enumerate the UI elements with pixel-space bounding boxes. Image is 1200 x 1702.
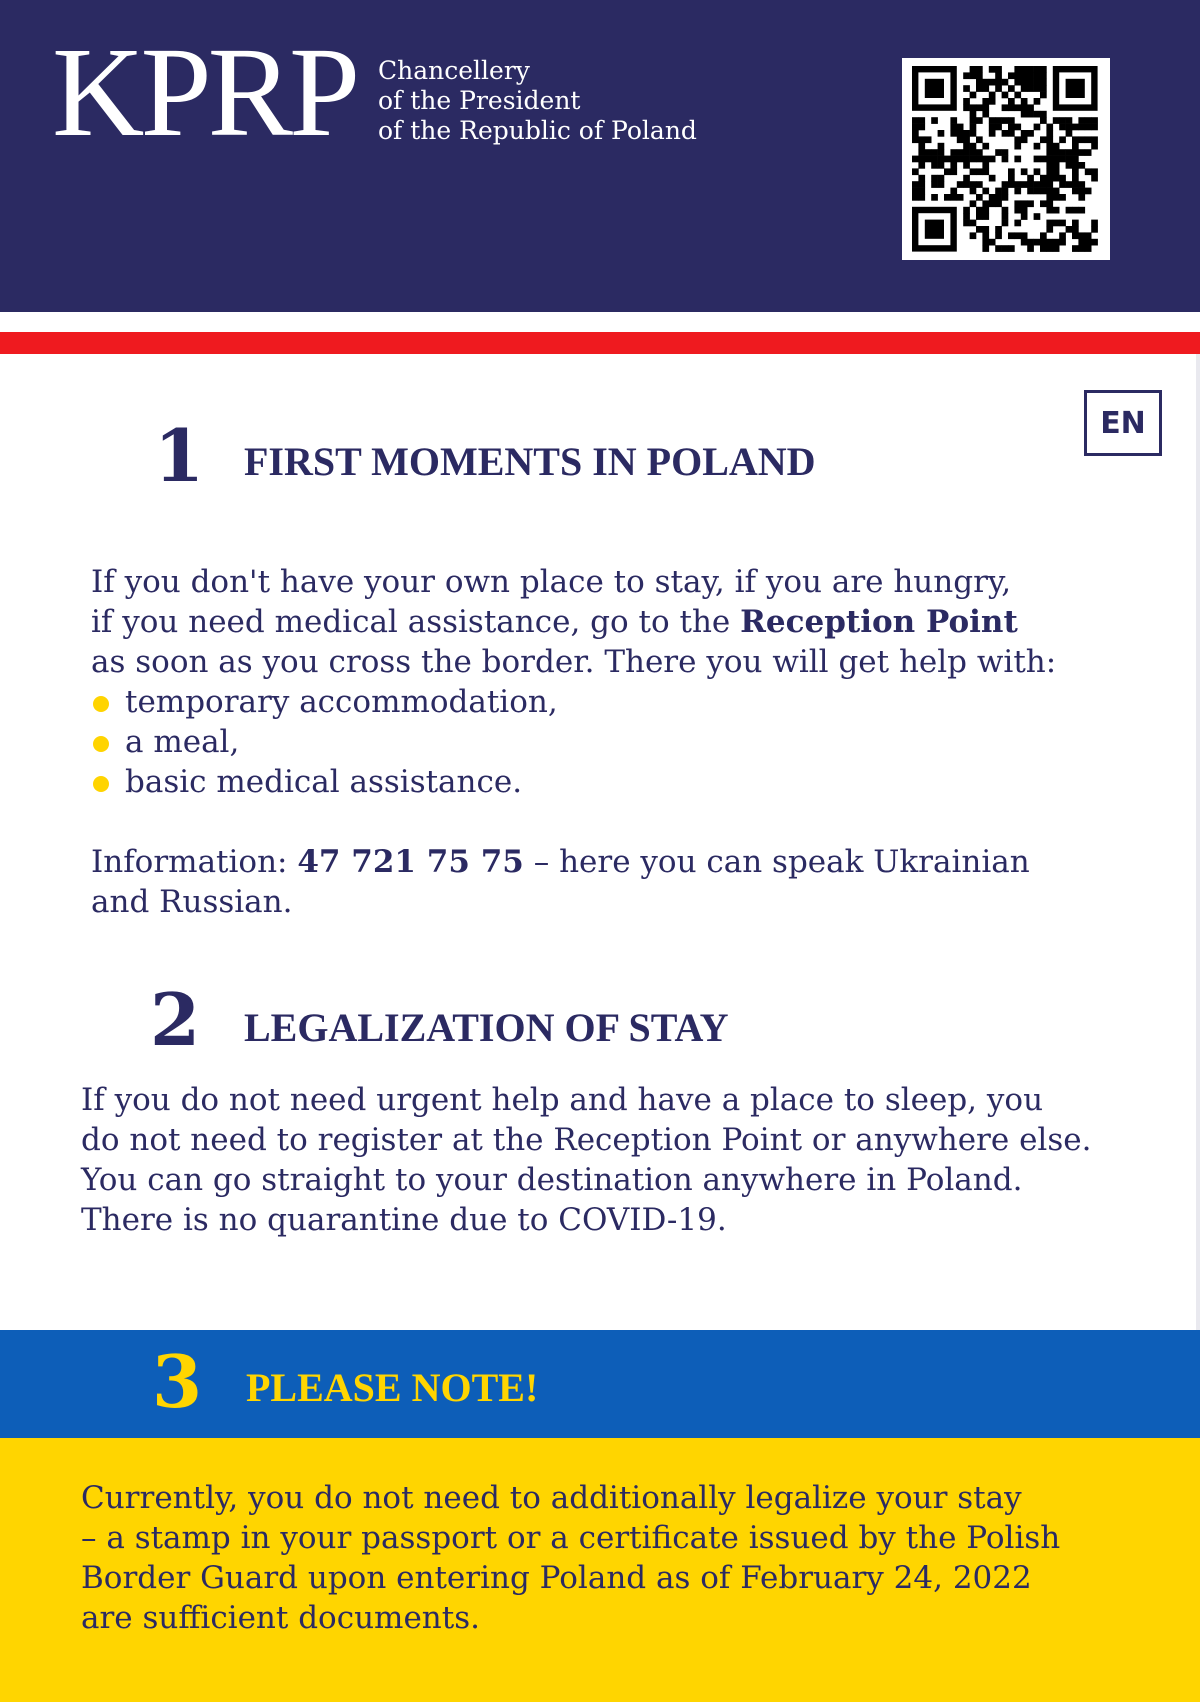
subtitle-line: of the President (378, 86, 581, 115)
language-badge[interactable]: EN (1084, 390, 1162, 456)
bullet-icon (93, 736, 109, 752)
body-line: are sufficient documents. (81, 1600, 480, 1636)
body-line (91, 602, 1191, 642)
section-3-title: PLEASE NOTE! (246, 1365, 539, 1410)
section-2-body (81, 1080, 1191, 1240)
red-stripe (0, 332, 1200, 354)
bullet-icon (93, 696, 109, 712)
qr-code-graphic (912, 66, 1100, 252)
body-line: If you do not need urgent help and have a place to sleep, you (81, 1082, 1044, 1118)
list-item (91, 722, 1191, 762)
subtitle-line: of the Republic of Poland (378, 116, 697, 145)
section-1-title: FIRST MOMENTS IN POLAND (244, 439, 816, 484)
body-line: If you don't have your own place to stay, if you are hungry, (91, 564, 1012, 600)
blue-band (0, 1330, 1200, 1438)
body-line: There is no quarantine due to COVID-19. (81, 1202, 727, 1238)
page-edge (1196, 354, 1200, 1330)
body-line: – a stamp in your passport or a certificate issued by the Polish (81, 1520, 1061, 1556)
help-list (91, 682, 1191, 802)
list-item (91, 682, 1191, 722)
list-item-text: a meal, (125, 724, 240, 760)
body-line (91, 842, 1191, 882)
qr-code-icon[interactable] (902, 58, 1110, 260)
section-1-body (91, 562, 1191, 802)
list-item-text: temporary accommodation, (125, 684, 558, 720)
white-stripe (0, 312, 1200, 332)
body-line: Border Guard upon entering Poland as of February 24, 2022 (81, 1560, 1032, 1596)
section-1-number: 1 (154, 413, 205, 498)
section-3-body (81, 1478, 1191, 1638)
header-banner (0, 0, 1200, 312)
body-line: and Russian. (91, 884, 293, 920)
list-item-text: basic medical assistance. (125, 764, 523, 800)
body-line: do not need to register at the Reception Point or anywhere else. (81, 1122, 1092, 1158)
body-text: if you need medical assistance, go to the (91, 604, 741, 640)
body-line: You can go straight to your destination anywhere in Poland. (81, 1162, 1023, 1198)
list-item (91, 762, 1191, 802)
info-phone-number[interactable]: 47 721 75 75 (297, 844, 524, 880)
body-line: as soon as you cross the border. There you will get help with: (91, 644, 1057, 680)
section-3-number: 3 (152, 1339, 203, 1424)
subtitle-line: Chancellery (378, 56, 530, 85)
section-2-title: LEGALIZATION OF STAY (244, 1005, 729, 1050)
body-line: Currently, you do not need to additionally legalize your stay (81, 1480, 1022, 1516)
section-2-number: 2 (150, 977, 201, 1062)
info-text: – here you can speak Ukrainian (523, 844, 1030, 880)
yellow-band (0, 1438, 1200, 1702)
chancellery-subtitle (378, 56, 697, 146)
info-label: Information: (91, 844, 298, 880)
kprp-logo: KPRP (52, 21, 357, 163)
reception-point-text: Reception Point (740, 604, 1018, 640)
information-line (91, 842, 1191, 922)
bullet-icon (93, 776, 109, 792)
